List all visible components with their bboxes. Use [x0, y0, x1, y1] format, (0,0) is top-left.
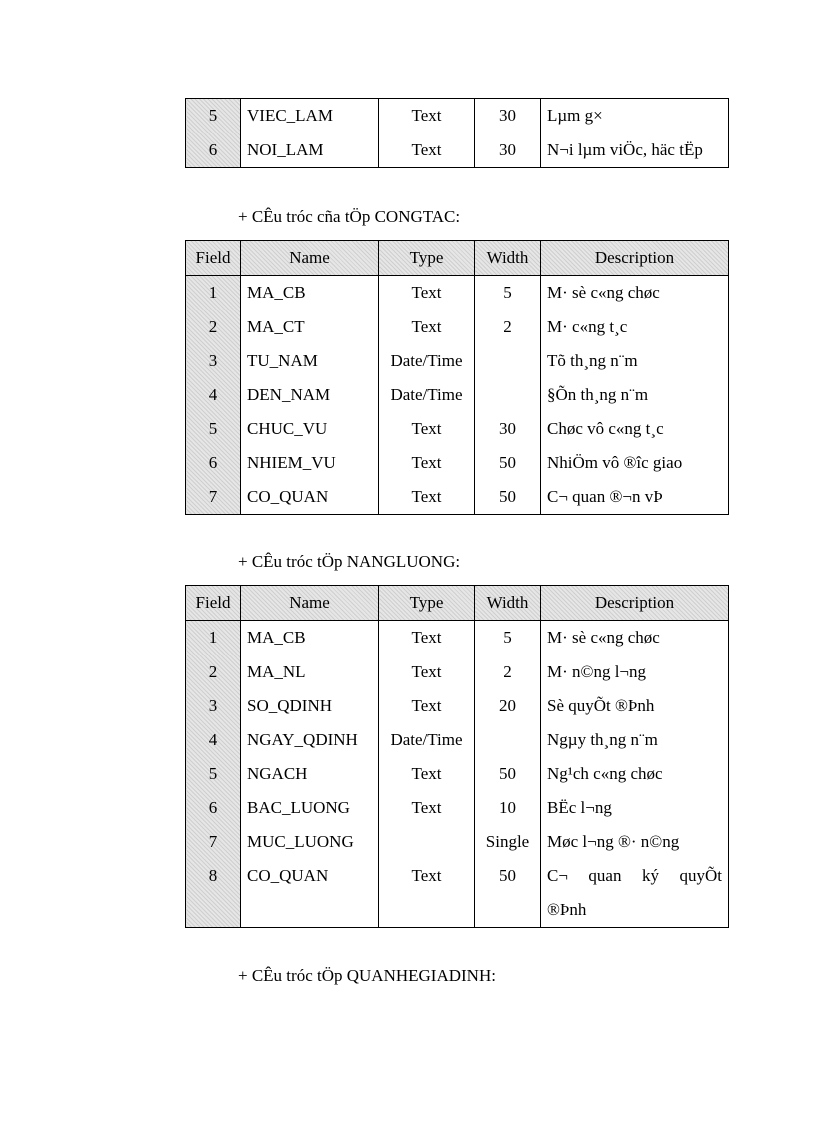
field-cell: 3	[186, 689, 241, 723]
name-cell: MUC_LUONG	[241, 825, 379, 859]
width-cell: 5	[475, 276, 541, 311]
width-cell: 50	[475, 757, 541, 791]
field-cell: 5	[186, 412, 241, 446]
type-cell: Text	[379, 859, 475, 893]
name-cell: NOI_LAM	[241, 133, 379, 168]
description-cell: M· n©ng l¬ng	[541, 655, 729, 689]
table-header-row	[186, 241, 729, 276]
name-cell: MA_NL	[241, 655, 379, 689]
type-cell: Date/Time	[379, 378, 475, 412]
type-cell: Text	[379, 480, 475, 515]
table-row	[186, 825, 729, 859]
header-type: Type	[379, 586, 475, 621]
type-cell	[379, 825, 475, 859]
table-row	[186, 757, 729, 791]
description-cell: ®Þnh	[541, 893, 729, 928]
section-heading-quanhegiadinh: + CÊu tróc tÖp QUANHEGIADINH:	[238, 966, 496, 985]
width-cell	[475, 723, 541, 757]
name-cell: MA_CB	[241, 621, 379, 656]
type-cell: Text	[379, 757, 475, 791]
table-row	[186, 310, 729, 344]
header-name: Name	[241, 586, 379, 621]
table-row	[186, 791, 729, 825]
table-congtac	[185, 240, 729, 515]
table-row	[186, 689, 729, 723]
description-cell: M· sè c«ng chøc	[541, 621, 729, 656]
header-type: Type	[379, 241, 475, 276]
field-cell: 8	[186, 859, 241, 893]
field-cell: 1	[186, 621, 241, 656]
header-width: Width	[475, 586, 541, 621]
type-cell: Text	[379, 276, 475, 311]
description-cell: Lµm g×	[541, 99, 729, 134]
width-cell	[475, 893, 541, 928]
width-cell: 30	[475, 133, 541, 168]
field-cell: 7	[186, 825, 241, 859]
name-cell: SO_QDINH	[241, 689, 379, 723]
type-cell: Text	[379, 621, 475, 656]
type-cell: Text	[379, 412, 475, 446]
description-cell: Ngµy th¸ng n¨m	[541, 723, 729, 757]
table-row	[186, 723, 729, 757]
type-cell: Text	[379, 655, 475, 689]
width-cell: 10	[475, 791, 541, 825]
description-cell: Chøc vô c«ng t¸c	[541, 412, 729, 446]
width-cell: 2	[475, 655, 541, 689]
table-row	[186, 133, 729, 168]
type-cell: Text	[379, 446, 475, 480]
header-field: Field	[186, 241, 241, 276]
type-cell: Text	[379, 99, 475, 134]
name-cell: BAC_LUONG	[241, 791, 379, 825]
table-row	[186, 99, 729, 134]
type-cell: Text	[379, 689, 475, 723]
table-row	[186, 276, 729, 311]
name-cell: NGACH	[241, 757, 379, 791]
width-cell: 30	[475, 99, 541, 134]
header-description: Description	[541, 241, 729, 276]
table-row	[186, 893, 729, 928]
description-cell: M· sè c«ng chøc	[541, 276, 729, 311]
name-cell: NGAY_QDINH	[241, 723, 379, 757]
table-header-row	[186, 586, 729, 621]
field-cell	[186, 893, 241, 928]
description-cell: Møc l¬ng ®· n©ng	[541, 825, 729, 859]
table-row	[186, 378, 729, 412]
name-cell: NHIEM_VU	[241, 446, 379, 480]
type-cell: Date/Time	[379, 723, 475, 757]
table-row	[186, 655, 729, 689]
field-cell: 4	[186, 723, 241, 757]
section-heading-congtac: + CÊu tróc cña tÖp CONGTAC:	[238, 207, 461, 226]
width-cell: 50	[475, 859, 541, 893]
name-cell: CO_QUAN	[241, 859, 379, 893]
width-cell: 20	[475, 689, 541, 723]
type-cell	[379, 893, 475, 928]
name-cell: VIEC_LAM	[241, 99, 379, 134]
table-continued	[185, 98, 729, 168]
type-cell: Text	[379, 791, 475, 825]
width-cell	[475, 378, 541, 412]
description-cell: C¬ quan ký quyÕt	[541, 859, 729, 893]
field-cell: 7	[186, 480, 241, 515]
width-cell: 2	[475, 310, 541, 344]
table-nangluong	[185, 585, 729, 928]
type-cell: Date/Time	[379, 344, 475, 378]
field-cell: 6	[186, 791, 241, 825]
name-cell: MA_CB	[241, 276, 379, 311]
header-name: Name	[241, 241, 379, 276]
type-cell: Text	[379, 310, 475, 344]
field-cell: 2	[186, 310, 241, 344]
field-cell: 5	[186, 99, 241, 134]
description-cell: C¬ quan ®¬n vÞ	[541, 480, 729, 515]
description-cell: §Õn th¸ng n¨m	[541, 378, 729, 412]
field-cell: 4	[186, 378, 241, 412]
field-cell: 5	[186, 757, 241, 791]
field-cell: 1	[186, 276, 241, 311]
table-row	[186, 621, 729, 656]
description-cell: BËc l¬ng	[541, 791, 729, 825]
field-cell: 3	[186, 344, 241, 378]
table-row	[186, 480, 729, 515]
field-cell: 6	[186, 133, 241, 168]
header-width: Width	[475, 241, 541, 276]
field-cell: 2	[186, 655, 241, 689]
header-description: Description	[541, 586, 729, 621]
width-cell	[475, 344, 541, 378]
width-cell: 30	[475, 412, 541, 446]
table-row	[186, 344, 729, 378]
name-cell	[241, 893, 379, 928]
section-heading-nangluong: + CÊu tróc tÖp NANGLUONG:	[238, 552, 461, 571]
width-cell: Single	[475, 825, 541, 859]
type-cell: Text	[379, 133, 475, 168]
description-cell: N¬i lµm viÖc, häc tËp	[541, 133, 729, 168]
table-row	[186, 446, 729, 480]
field-cell: 6	[186, 446, 241, 480]
width-cell: 50	[475, 446, 541, 480]
width-cell: 50	[475, 480, 541, 515]
description-cell: Sè quyÕt ®Þnh	[541, 689, 729, 723]
table-row	[186, 859, 729, 893]
name-cell: DEN_NAM	[241, 378, 379, 412]
width-cell: 5	[475, 621, 541, 656]
name-cell: CO_QUAN	[241, 480, 379, 515]
name-cell: MA_CT	[241, 310, 379, 344]
table-row	[186, 412, 729, 446]
name-cell: CHUC_VU	[241, 412, 379, 446]
name-cell: TU_NAM	[241, 344, 379, 378]
description-cell: Ng¹ch c«ng chøc	[541, 757, 729, 791]
description-cell: Tõ th¸ng n¨m	[541, 344, 729, 378]
description-cell: M· c«ng t¸c	[541, 310, 729, 344]
header-field: Field	[186, 586, 241, 621]
description-cell: NhiÖm vô ®îc giao	[541, 446, 729, 480]
